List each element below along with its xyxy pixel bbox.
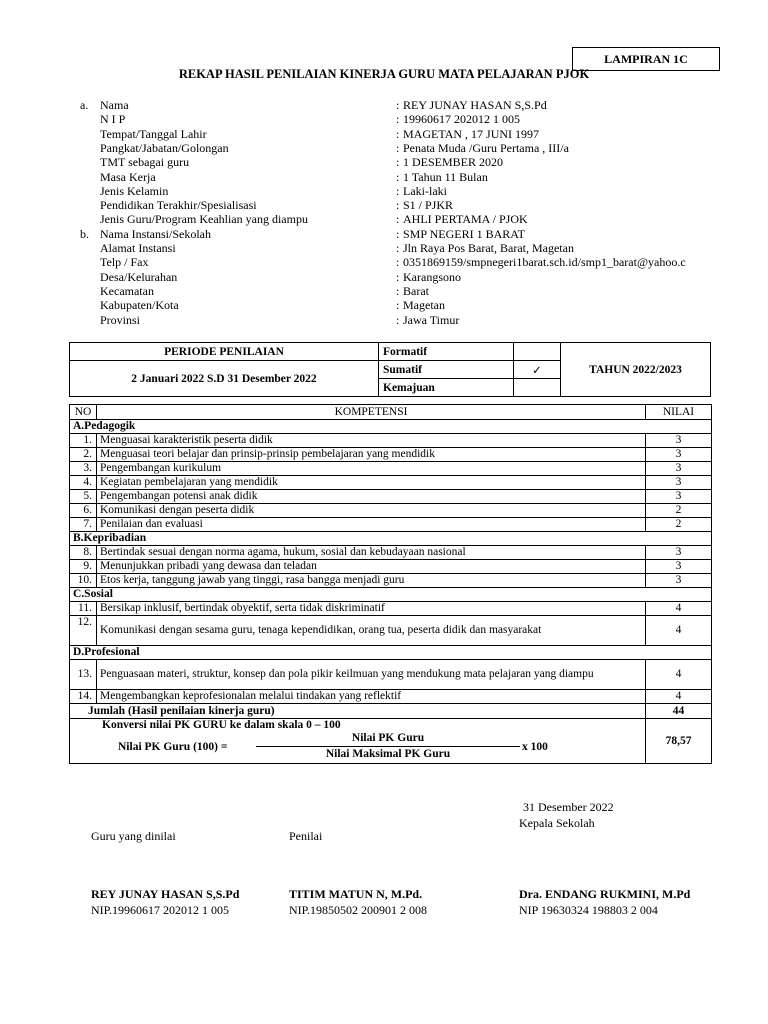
identity-row xyxy=(70,184,750,198)
table-row xyxy=(70,616,712,646)
row-no: 5. xyxy=(70,490,97,504)
identity-colon: : xyxy=(396,112,400,127)
period-dates: 2 Januari 2022 S.D 31 Desember 2022 xyxy=(70,361,379,397)
formula-multiplier: x 100 xyxy=(522,741,548,753)
identity-colon: : xyxy=(396,241,400,255)
row-competency: Menguasai teori belajar dan prinsip-prinsip pembelajaran yang mendidik xyxy=(97,448,646,462)
row-no: 10. xyxy=(70,574,97,588)
table-row xyxy=(70,462,712,476)
kemajuan-label: Kemajuan xyxy=(379,379,514,397)
identity-label: TMT sebagai guru xyxy=(100,155,190,170)
formula-left: Nilai PK Guru (100) = xyxy=(118,741,228,753)
identity-colon: : xyxy=(396,126,400,141)
row-competency: Menguasai karakteristik peserta didik xyxy=(97,434,646,448)
row-nilai: 3 xyxy=(646,434,712,448)
identity-colon: : xyxy=(396,198,400,213)
competency-table xyxy=(69,404,712,764)
row-no: 6. xyxy=(70,504,97,518)
identity-label: Nama xyxy=(100,98,129,112)
identity-value: Laki-laki xyxy=(403,183,447,198)
row-no: 12. xyxy=(70,616,97,646)
table-row xyxy=(70,690,712,704)
row-nilai: 4 xyxy=(646,690,712,704)
period-table xyxy=(69,342,711,397)
kepala-name: Dra. ENDANG RUKMINI, M.Pd xyxy=(519,887,691,901)
identity-colon: : xyxy=(396,212,400,227)
identity-value: SMP NEGERI 1 BARAT xyxy=(403,226,525,241)
section-row xyxy=(70,646,712,660)
section-row xyxy=(70,532,712,546)
row-no: 7. xyxy=(70,518,97,532)
row-competency: Komunikasi dengan sesama guru, tenaga kependidikan, orang tua, peserta didik dan masyarakat xyxy=(97,616,646,646)
identity-row xyxy=(70,170,750,184)
section-title: B.Kepribadian xyxy=(70,532,712,546)
identity-colon: : xyxy=(396,140,400,155)
tahun-label: TAHUN 2022/2023 xyxy=(561,343,711,397)
identity-label: Pendidikan Terakhir/Spesialisasi xyxy=(100,198,257,213)
identity-colon: : xyxy=(396,169,400,184)
section-title: C.Sosial xyxy=(70,588,712,602)
identity-label: Kabupaten/Kota xyxy=(100,298,179,313)
guru-name: REY JUNAY HASAN S,S.Pd xyxy=(91,887,240,901)
sumatif-label: Sumatif xyxy=(379,361,514,379)
kepala-title: Kepala Sekolah xyxy=(519,816,595,830)
identity-value: 1 Tahun 11 Bulan xyxy=(403,169,488,184)
row-competency: Bertindak sesuai dengan norma agama, hukum, sosial dan kebudayaan nasional xyxy=(97,546,646,560)
identity-value: 19960617 202012 1 005 xyxy=(403,112,520,127)
identity-label: Pangkat/Jabatan/Golongan xyxy=(100,140,229,155)
identity-colon: : xyxy=(396,98,400,112)
identity-label: Jenis Kelamin xyxy=(100,183,169,198)
section-title: A.Pedagogik xyxy=(70,420,712,434)
identity-row xyxy=(70,127,750,141)
jumlah-value: 44 xyxy=(646,704,712,719)
identity-value: AHLI PERTAMA / PJOK xyxy=(403,212,528,227)
identity-colon: : xyxy=(396,269,400,284)
col-kompetensi: KOMPETENSI xyxy=(97,405,646,420)
identity-row xyxy=(70,155,750,169)
identity-colon: : xyxy=(396,255,400,270)
col-no: NO xyxy=(70,405,97,420)
formula-numerator: Nilai PK Guru xyxy=(351,732,425,744)
identity-colon: : xyxy=(396,155,400,170)
identity-value: Penata Muda /Guru Pertama , III/a xyxy=(403,140,569,155)
identity-value: S1 / PJKR xyxy=(403,198,454,213)
row-competency: Mengembangkan keprofesionalan melalui tindakan yang reflektif xyxy=(97,690,646,704)
identity-value: Jln Raya Pos Barat, Barat, Magetan xyxy=(403,241,574,255)
identity-row xyxy=(70,313,750,327)
identity-value: Magetan xyxy=(403,298,445,313)
identity-label: N I P xyxy=(100,112,126,127)
identity-label: Masa Kerja xyxy=(100,169,156,184)
row-nilai: 3 xyxy=(646,462,712,476)
table-row xyxy=(70,490,712,504)
identity-row xyxy=(70,255,750,269)
signature-date: 31 Desember 2022 xyxy=(523,800,614,814)
penilai-label: Penilai xyxy=(289,829,323,843)
row-nilai: 3 xyxy=(646,490,712,504)
identity-row xyxy=(70,241,750,255)
row-competency: Bersikap inklusif, bertindak obyektif, serta tidak diskriminatif xyxy=(97,602,646,616)
jumlah-label: Jumlah (Hasil penilaian kinerja guru) xyxy=(70,704,646,719)
row-nilai: 2 xyxy=(646,504,712,518)
table-row xyxy=(70,504,712,518)
identity-value: Barat xyxy=(403,283,429,298)
konversi-title: Konversi nilai PK GURU ke dalam skala 0 – 100 xyxy=(102,719,341,731)
identity-value: 0351869159/smpnegeri1barat.sch.id/smp1_barat@yahoo.c xyxy=(403,255,686,270)
section-title: D.Profesional xyxy=(70,646,712,660)
guru-nip: NIP.19960617 202012 1 005 xyxy=(91,903,230,917)
row-no: 4. xyxy=(70,476,97,490)
identity-marker: a. xyxy=(80,98,89,112)
identity-colon: : xyxy=(396,298,400,313)
identity-label: Provinsi xyxy=(100,312,141,327)
penilai-name: TITIM MATUN N, M.Pd. xyxy=(289,887,423,901)
row-nilai: 4 xyxy=(646,616,712,646)
identity-value: 1 DESEMBER 2020 xyxy=(403,155,504,170)
row-nilai: 3 xyxy=(646,560,712,574)
kepala-nip: NIP 19630324 198803 2 004 xyxy=(519,903,658,917)
formula-denominator: Nilai Maksimal PK Guru xyxy=(325,748,451,760)
guru-label: Guru yang dinilai xyxy=(91,829,176,843)
formatif-check-cell xyxy=(514,343,561,361)
section-row xyxy=(70,420,712,434)
row-nilai: 3 xyxy=(646,476,712,490)
table-row xyxy=(70,602,712,616)
section-row xyxy=(70,588,712,602)
row-no: 2. xyxy=(70,448,97,462)
formatif-label: Formatif xyxy=(379,343,514,361)
row-no: 8. xyxy=(70,546,97,560)
row-no: 3. xyxy=(70,462,97,476)
identity-row xyxy=(70,112,750,126)
identity-row xyxy=(70,284,750,298)
identity-label: Tempat/Tanggal Lahir xyxy=(100,126,207,141)
table-row xyxy=(70,518,712,532)
konversi-cell xyxy=(70,719,646,764)
identity-value: Karangsono xyxy=(403,269,461,284)
identity-row xyxy=(70,141,750,155)
identity-value: REY JUNAY HASAN S,S.Pd xyxy=(403,98,547,112)
identity-label: Nama Instansi/Sekolah xyxy=(100,226,211,241)
row-no: 14. xyxy=(70,690,97,704)
row-competency: Menunjukkan pribadi yang dewasa dan teladan xyxy=(97,560,646,574)
page-title: REKAP HASIL PENILAIAN KINERJA GURU MATA PELAJARAN PJOK xyxy=(178,67,590,81)
row-no: 9. xyxy=(70,560,97,574)
row-competency: Penilaian dan evaluasi xyxy=(97,518,646,532)
table-row xyxy=(70,546,712,560)
fraction-line xyxy=(256,746,520,747)
col-nilai: NILAI xyxy=(646,405,712,420)
row-competency: Komunikasi dengan peserta didik xyxy=(97,504,646,518)
identity-colon: : xyxy=(396,226,400,241)
row-no: 13. xyxy=(70,660,97,690)
row-nilai: 3 xyxy=(646,448,712,462)
table-row xyxy=(70,660,712,690)
identity-label: Desa/Kelurahan xyxy=(100,269,178,284)
period-header: PERIODE PENILAIAN xyxy=(70,343,379,361)
table-row xyxy=(70,448,712,462)
identity-row xyxy=(70,270,750,284)
identity-row xyxy=(70,98,750,112)
table-row xyxy=(70,560,712,574)
identity-marker: b. xyxy=(80,226,89,241)
table-row xyxy=(70,574,712,588)
identity-value: Jawa Timur xyxy=(403,312,460,327)
identity-label: Kecamatan xyxy=(100,283,154,298)
table-row xyxy=(70,476,712,490)
identity-label: Jenis Guru/Program Keahlian yang diampu xyxy=(100,212,308,227)
identity-row xyxy=(70,198,750,212)
row-nilai: 4 xyxy=(646,602,712,616)
table-row xyxy=(70,434,712,448)
kemajuan-check-cell xyxy=(514,379,561,397)
identity-row xyxy=(70,227,750,241)
lampiran-label: LAMPIRAN 1C xyxy=(572,47,720,71)
row-competency: Pengembangan potensi anak didik xyxy=(97,490,646,504)
identity-label: Alamat Instansi xyxy=(100,241,176,255)
row-nilai: 2 xyxy=(646,518,712,532)
konversi-value: 78,57 xyxy=(646,719,712,764)
row-no: 11. xyxy=(70,602,97,616)
penilai-nip: NIP.19850502 200901 2 008 xyxy=(289,903,428,917)
row-nilai: 4 xyxy=(646,660,712,690)
row-nilai: 3 xyxy=(646,546,712,560)
row-no: 1. xyxy=(70,434,97,448)
identity-colon: : xyxy=(396,283,400,298)
row-competency: Penguasaan materi, struktur, konsep dan pola pikir keilmuan yang mendukung mata pelajaran yang diampu xyxy=(97,660,646,690)
identity-label: Telp / Fax xyxy=(100,255,149,270)
identity-row xyxy=(70,212,750,226)
row-competency: Pengembangan kurikulum xyxy=(97,462,646,476)
identity-value: MAGETAN , 17 JUNI 1997 xyxy=(403,126,540,141)
identity-row xyxy=(70,298,750,312)
identity-colon: : xyxy=(396,183,400,198)
identity-colon: : xyxy=(396,312,400,327)
row-nilai: 3 xyxy=(646,574,712,588)
row-competency: Kegiatan pembelajaran yang mendidik xyxy=(97,476,646,490)
row-competency: Etos kerja, tanggung jawab yang tinggi, rasa bangga menjadi guru xyxy=(97,574,646,588)
sumatif-check-icon: ✓ xyxy=(514,361,561,379)
